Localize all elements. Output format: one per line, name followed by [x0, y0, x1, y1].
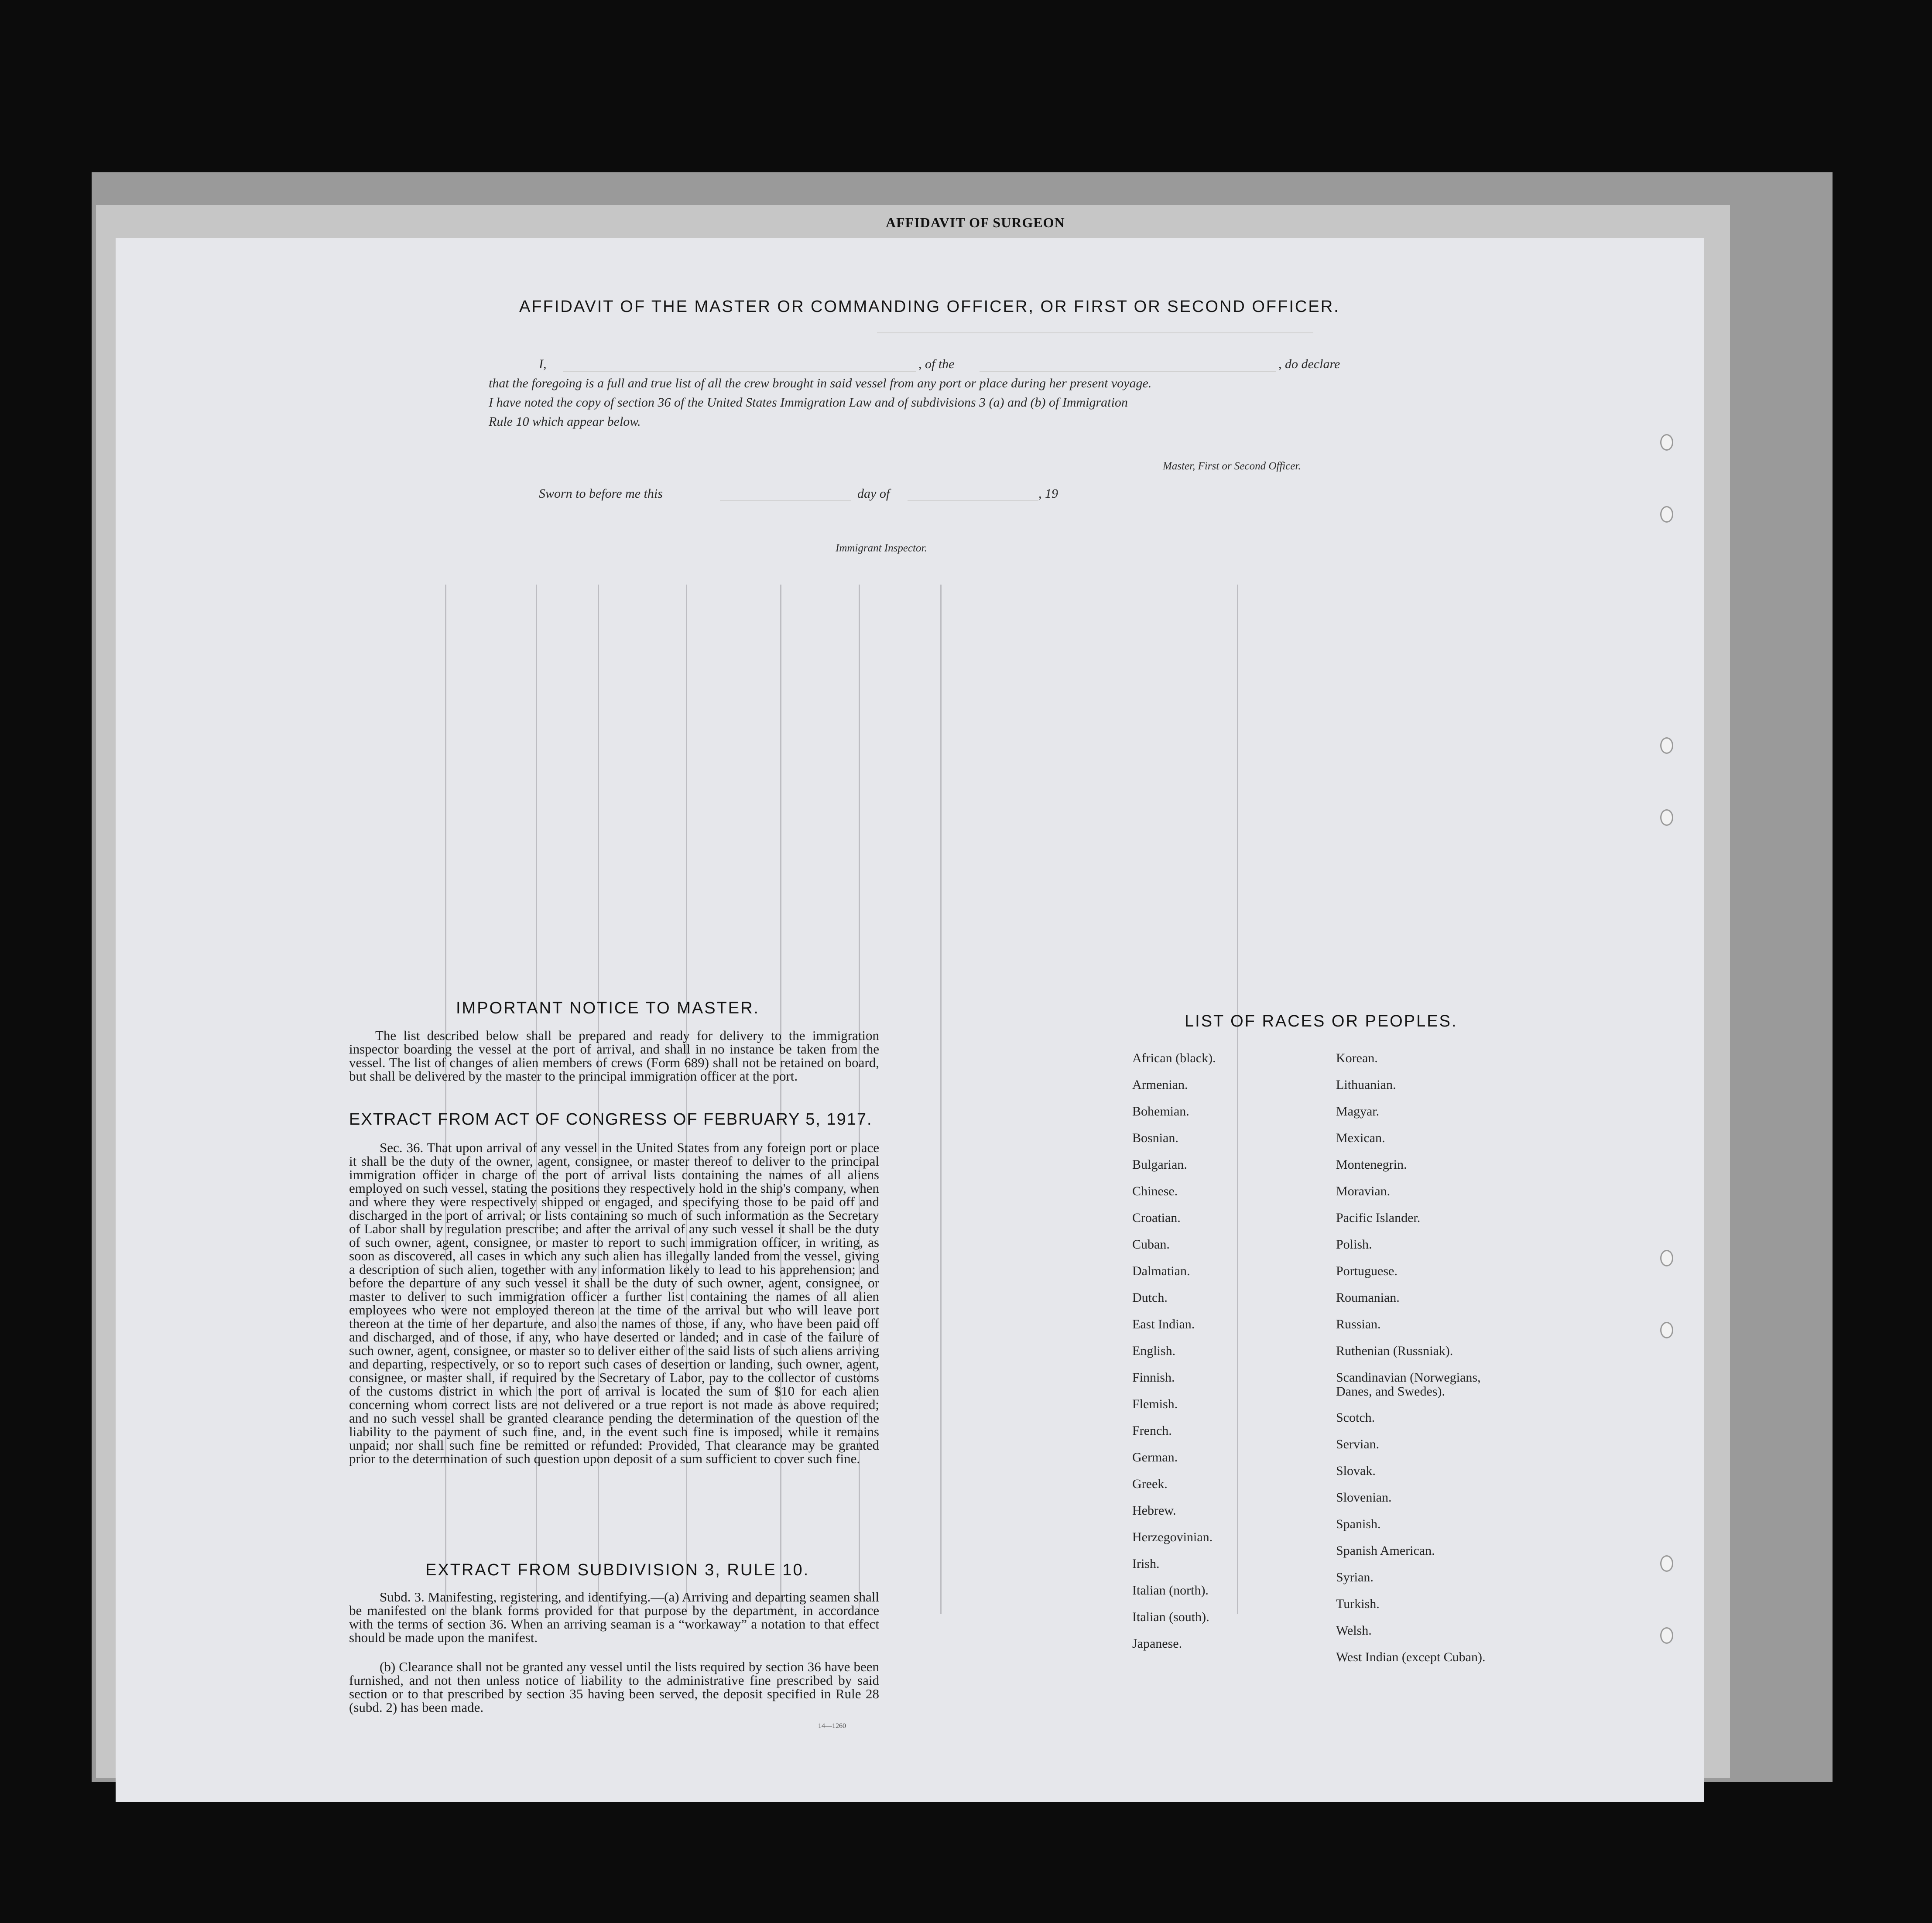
inspector-label: Immigrant Inspector.: [836, 542, 927, 554]
race-item: Roumanian.: [1336, 1290, 1400, 1305]
punch-hole: [1660, 1627, 1673, 1644]
rule-extract-title: EXTRACT FROM SUBDIVISION 3, RULE 10.: [425, 1561, 810, 1579]
form-number: 14—1260: [818, 1722, 846, 1730]
master-signature-label: Master, First or Second Officer.: [1163, 460, 1301, 472]
affidavit-title: AFFIDAVIT OF THE MASTER OR COMMANDING OFFICER, OR FIRST OR SECOND OFFICER.: [519, 298, 1340, 316]
vessel-blank: [980, 371, 1276, 372]
day-of-label: day of: [857, 486, 890, 501]
race-item: Herzegovinian.: [1132, 1530, 1213, 1544]
race-item: Lithuanian.: [1336, 1078, 1396, 1092]
race-item: Polish.: [1336, 1237, 1372, 1252]
race-item: Magyar.: [1336, 1104, 1380, 1119]
year-label: , 19: [1038, 486, 1058, 501]
act-extract-title: EXTRACT FROM ACT OF CONGRESS OF FEBRUARY 5, 1917.: [349, 1110, 873, 1129]
race-item: Spanish American.: [1336, 1543, 1435, 1558]
race-item: Irish.: [1132, 1557, 1160, 1571]
notice-text: The list described below shall be prepared and ready for delivery to the immigration inspector boarding the vessel at the port of arrival, and shall in no instance be taken from the vessel. The list of changes of alien members of crews (Form 689) shall not be retained on board, but shall be delivered by the master to the principal immigration officer at the port.: [349, 1028, 879, 1084]
race-item: Pacific Islander.: [1336, 1211, 1421, 1225]
race-item: Turkish.: [1336, 1597, 1380, 1611]
affidavit-do-declare: , do declare: [1278, 357, 1340, 371]
race-item: Bohemian.: [1132, 1104, 1189, 1119]
race-item: Russian.: [1336, 1317, 1381, 1331]
race-item: Mexican.: [1336, 1131, 1385, 1145]
punch-hole: [1660, 737, 1673, 754]
race-item: Spanish.: [1336, 1517, 1381, 1531]
race-item: Croatian.: [1132, 1211, 1181, 1225]
race-item: Greek.: [1132, 1477, 1168, 1491]
race-item: Italian (north).: [1132, 1583, 1209, 1598]
race-item: African (black).: [1132, 1051, 1216, 1065]
race-item: Armenian.: [1132, 1078, 1188, 1092]
punch-hole: [1660, 1250, 1673, 1266]
race-item: Montenegrin.: [1336, 1157, 1407, 1172]
race-item: East Indian.: [1132, 1317, 1195, 1331]
affidavit-i: I,: [539, 357, 547, 371]
title-underline: [877, 332, 1313, 333]
race-item: French.: [1132, 1423, 1172, 1438]
rule-subd-b: (b) Clearance shall not be granted any vessel until the lists required by section 36 have been furnished, and not then unless notice of liability to the administrative fine prescribed by said section or to that prescribed by section 35 having been served, the deposit specified in Rule 28 (subd. 2) has been made.: [349, 1659, 879, 1715]
race-item: Chinese.: [1132, 1184, 1178, 1198]
name-blank: [563, 371, 916, 372]
main-sheet: [116, 238, 1704, 1802]
punch-hole: [1660, 1322, 1673, 1338]
race-item: Korean.: [1336, 1051, 1378, 1065]
race-item: Italian (south).: [1132, 1610, 1209, 1624]
race-item: Servian.: [1336, 1437, 1380, 1451]
race-item: Syrian.: [1336, 1570, 1374, 1584]
race-item: Cuban.: [1132, 1237, 1170, 1252]
race-item: Portuguese.: [1336, 1264, 1398, 1278]
surgeon-affidavit-title: AFFIDAVIT OF SURGEON: [886, 215, 1065, 230]
race-item: Welsh.: [1336, 1623, 1372, 1638]
race-item: English.: [1132, 1344, 1176, 1358]
race-item: Moravian.: [1336, 1184, 1391, 1198]
column-rule: [940, 585, 942, 1614]
affidavit-of-the: , of the: [918, 357, 955, 371]
punch-hole: [1660, 809, 1673, 826]
race-item: Bulgarian.: [1132, 1157, 1187, 1172]
notice-title: IMPORTANT NOTICE TO MASTER.: [456, 999, 760, 1017]
races-title: LIST OF RACES OR PEOPLES.: [1185, 1012, 1458, 1030]
race-item: Finnish.: [1132, 1370, 1175, 1385]
punch-hole: [1660, 434, 1673, 451]
punch-hole: [1660, 506, 1673, 523]
affidavit-line-3: I have noted the copy of section 36 of the United States Immigration Law and of subdivisions 3 (a) and (b) of Immigration: [489, 395, 1128, 410]
month-blank: [908, 500, 1038, 501]
sworn-label: Sworn to before me this: [539, 486, 663, 501]
race-item: Slovak.: [1336, 1464, 1376, 1478]
act-extract-text: Sec. 36. That upon arrival of any vessel in the United States from any foreign port or place it shall be the duty of the owner, agent, consignee, or master thereof to deliver to the principal immigration officer in charge of the port of arrival lists containing the names of all aliens employed on such vessel, stating the positions they respectively hold in the ship's company, when and where they were respectively shipped or engaged, and specifying those to be paid off and discharged in the port of arrival; or lists containing so much of such information as the Secretary of Labor shall by regulation prescribe; and after the arrival of any such vessel it shall be the duty of such owner, agent, consignee, or master to report to such immigration officer, in writing, as soon as discovered, all cases in which any such alien has illegally landed from the vessel, giving a description of such alien, together with any information likely to lead to his apprehension; and before the departure of any such vessel it shall be the duty of such owner, agent, consignee, or master to deliver to such immigration officer a further list containing the names of all alien employees who were not employed thereon at the time of the arrival but who will leave port thereon at the time of her departure, and also the names of those, if any, who have been paid off and discharged, and of those, if any, who have deserted or landed; and in case of the failure of such owner, agent, consignee, or master so to deliver either of the said lists of such aliens arriving and departing, respectively, or so to report such cases of desertion or landing, such owner, agent, consignee, or master shall, if required by the Secretary of Labor, pay to the collector of customs of the customs district in which the port of arrival is located the sum of $10 for each alien concerning whom correct lists are not delivered or a true report is not made as above required; and no such vessel shall be granted clearance pending the determination of the question of the liability to the payment of such fine, and, in the event such fine is imposed, while it remains unpaid; nor shall such fine be remitted or refunded: Provided, That clearance may be granted prior to the determination of such question upon deposit of a sum sufficient to cover such fine.: [349, 1140, 879, 1466]
race-item: Ruthenian (Russniak).: [1336, 1344, 1453, 1358]
day-blank: [720, 500, 851, 501]
race-item: Slovenian.: [1336, 1490, 1392, 1505]
race-item: West Indian (except Cuban).: [1336, 1650, 1486, 1664]
affidavit-line-2: that the foregoing is a full and true list of all the crew brought in said vessel from any port or place during her present voyage.: [489, 376, 1152, 390]
race-item: Japanese.: [1132, 1636, 1182, 1651]
punch-hole: [1660, 1555, 1673, 1572]
race-item: Dutch.: [1132, 1290, 1168, 1305]
race-item: Scotch.: [1336, 1410, 1375, 1425]
race-item: Dalmatian.: [1132, 1264, 1190, 1278]
rule-subd-a: Subd. 3. Manifesting, registering, and identifying.—(a) Arriving and departing seamen shall be manifested on the blank forms provided for that purpose by the department, in accordance with the terms of section 36. When an arriving seaman is a “workaway” a notation to that effect should be made upon the manifest.: [349, 1589, 879, 1645]
race-item: Scandinavian (Norwegians, Danes, and Swedes).: [1336, 1370, 1481, 1399]
race-item: Bosnian.: [1132, 1131, 1178, 1145]
race-item: Flemish.: [1132, 1397, 1178, 1411]
race-item: German.: [1132, 1450, 1178, 1464]
race-item: Hebrew.: [1132, 1503, 1176, 1518]
affidavit-line-4: Rule 10 which appear below.: [489, 414, 641, 429]
